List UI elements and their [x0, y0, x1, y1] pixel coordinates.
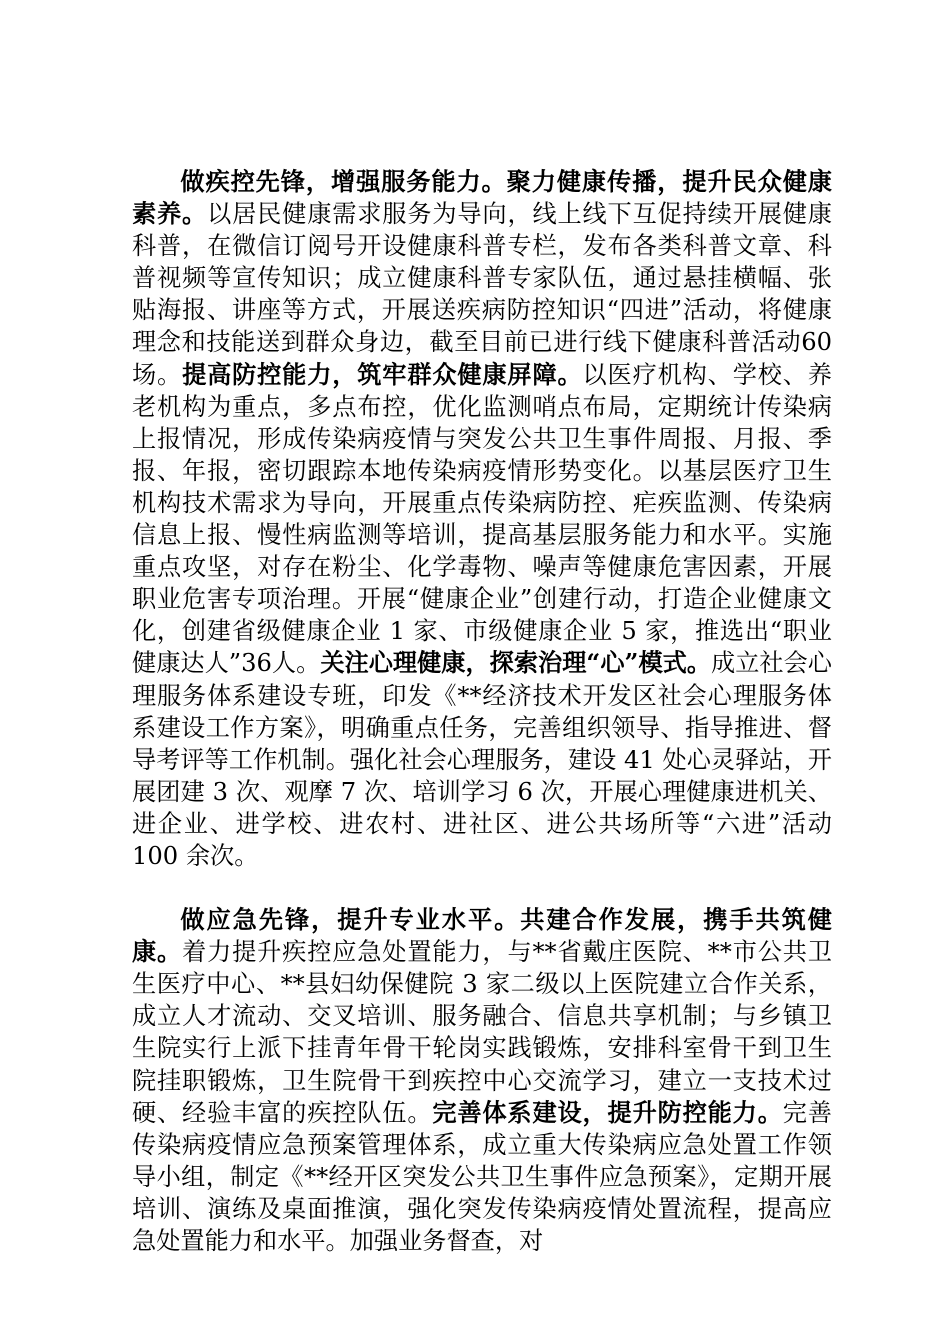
- document-body: [132, 166, 832, 1257]
- paragraph-2-subheading-2: 完善体系建设，提升防控能力。: [432, 1097, 783, 1127]
- paragraph-2-text-2: 完善传染病疫情应急预案管理体系，成立重大传染病应急处置工作领导小组，制定《**经开区突发公共卫生事件应急预案》，定期开展培训、演练及桌面推演，强化突发传染病疫情处置流程，提高应急处置能力和水平。加强业务督查，对: [132, 1098, 832, 1255]
- paragraph-1-subheading-2: 提高防控能力，筑牢群众健康屏障。: [182, 359, 583, 389]
- paragraph-emergency-response: [132, 904, 832, 1257]
- paragraph-2-text-1: 着力提升疾控应急处置能力，与**省戴庄医院、**市公共卫生医疗中心、**县妇幼保健院 3 家二级以上医院建立合作关系，成立人才流动、交叉培训、服务融合、信息共享机制；与乡镇卫生院实行上派下挂青年骨干轮岗实践锻炼，安排科室骨干到卫生院挂职锻炼，卫生院骨干到疾控中心交流学习，建立一支技术过硬、经验丰富的疾控队伍。: [132, 938, 832, 1127]
- paragraph-1-text-2: 以医疗机构、学校、养老机构为重点，多点布控，优化监测哨点布局，定期统计传染病上报情况，形成传染病疫情与突发公共卫生事件周报、月报、季报、年报，密切跟踪本地传染病疫情形势变化。以基层医疗卫生机构技术需求为导向，开展重点传染病防控、疟疾监测、传染病信息上报、慢性病监测等培训，提高基层服务能力和水平。实施重点攻坚，对存在粉尘、化学毒物、噪声等健康危害因素，开展职业危害专项治理。开展“健康企业”创建行动，打造企业健康文化，创建省级健康企业 1 家、市级健康企业 5 家，推选出“职业健康达人”36人。: [132, 360, 832, 678]
- paragraph-disease-control: [132, 166, 832, 872]
- paragraph-1-heading: 做疾控先锋，增强服务能力。聚力健康传播，提升民众健康素养。: [132, 167, 832, 229]
- paragraph-1-subheading-3: 关注心理健康，探索治理“心”模式。: [320, 648, 712, 678]
- paragraph-1-text-3: 成立社会心理服务体系建设专班，印发《**经济技术开发区社会心理服务体系建设工作方案》，明确重点任务，完善组织领导、指导推进、督导考评等工作机制。强化社会心理服务，建设 41 处心灵驿站，开展团建 3 次、观摩 7 次、培训学习 6 次，开展心理健康进机关、进企业、进学校、进农村、进社区、进公共场所等“六进”活动 100 余次。: [132, 649, 832, 870]
- paragraph-1-text-1: 以居民健康需求服务为导向，线上线下互促持续开展健康科普，在微信订阅号开设健康科普专栏，发布各类科普文章、科普视频等宣传知识；成立健康科普专家队伍，通过悬挂横幅、张贴海报、讲座等方式，开展送疾病防控知识“四进”活动，将健康理念和技能送到群众身边，截至目前已进行线下健康科普活动60场。: [132, 200, 832, 389]
- paragraph-2-heading: 做应急先锋，提升专业水平。共建合作发展，携手共筑健康。: [132, 905, 832, 967]
